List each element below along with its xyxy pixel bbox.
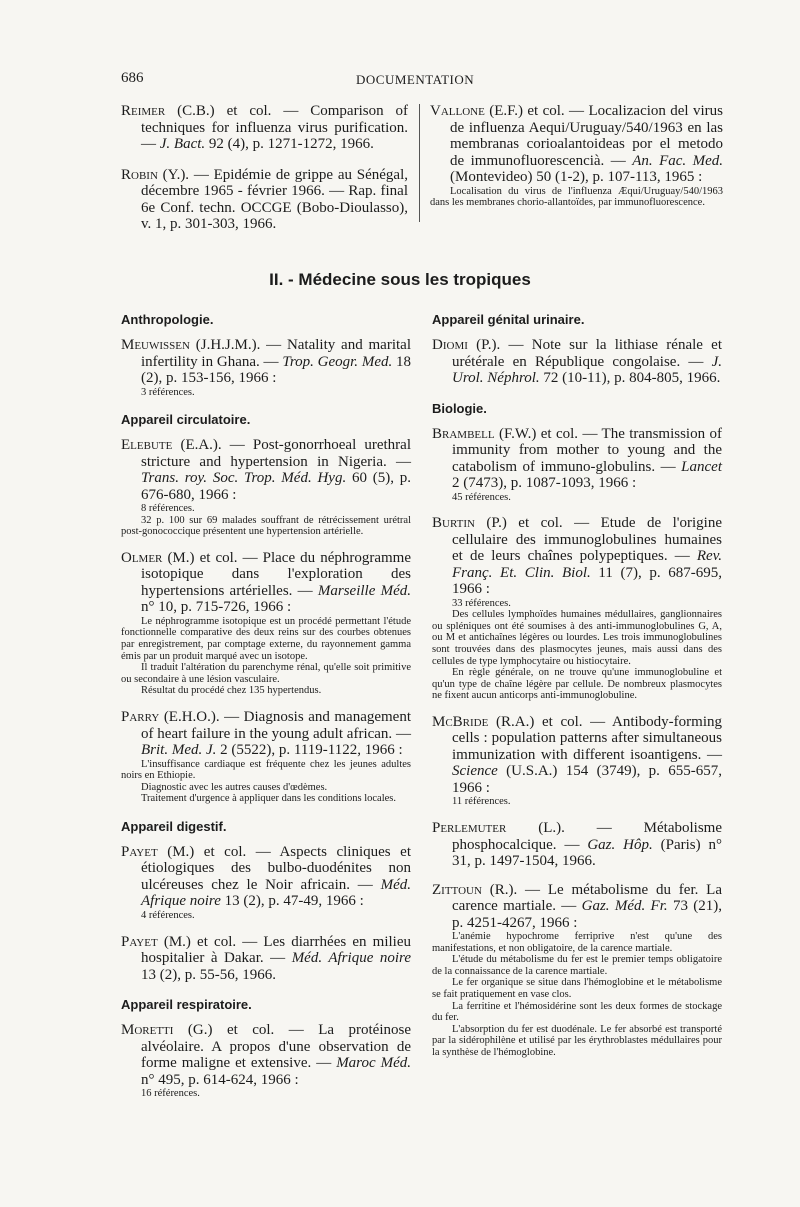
citation — [121, 337, 411, 387]
citation-text: (Y.). — Epidémie de grippe au Sénégal, décembre 1965 - février 1966. — Rap. final 6e Conf. techn. OCCGE (Bobo-Dioulasso), v. 1, p. 301-303, 1966. — [141, 166, 408, 232]
citation-details: (U.S.A.) 154 (3749), p. 655-657, 1966 : — [452, 763, 722, 796]
subject-heading: Anthropologie. — [121, 312, 214, 327]
subject-heading: Biologie. — [432, 400, 487, 416]
author-name: Elebute — [121, 437, 173, 454]
abstract-note: Traitement d'urgence à appliquer dans les conditions locales. — [141, 793, 396, 805]
journal-title: J. Urol. Néphrol. — [452, 353, 722, 386]
citation — [432, 515, 722, 598]
citation-details: (Montevideo) 50 (1-2), p. 107-113, 1965 : — [450, 169, 703, 185]
abstract-note: L'étude du métabolisme du fer est le premier temps obligatoire de la connaissance de la carence martiale. — [432, 954, 722, 977]
citation-text: (M.) et col. — Les diarrhées en milieu hospitalier à Dakar. — — [141, 933, 411, 966]
bibliography-entry — [121, 167, 408, 233]
section-title: II. - Médecine sous les tropiques — [269, 270, 531, 289]
journal-title: Gaz. Méd. Fr. — [581, 898, 668, 915]
abstract-note: Résultat du procédé chez 135 hypertendus. — [141, 685, 322, 697]
journal-title: Maroc Méd. — [336, 1055, 411, 1071]
citation-details: 13 (2), p. 47-49, 1966 : — [220, 893, 364, 910]
bibliography-entry — [432, 426, 722, 504]
author-name: Reimer — [121, 103, 166, 119]
bibliography-entry — [121, 1022, 411, 1100]
bibliography-entry — [121, 103, 408, 153]
abstract-note: 32 p. 100 sur 69 malades souffrant de rétrécissement urétral post-gonococcique présentent une hypertension artérielle. — [121, 514, 411, 538]
citation-details: n° 495, p. 614-624, 1966 : — [141, 1071, 299, 1088]
citation — [432, 337, 722, 387]
citation-details: 60 (5), p. 676-680, 1966 : — [141, 470, 411, 503]
author-name: Vallone — [430, 103, 485, 119]
journal-title: J. Bact. — [159, 136, 206, 152]
author-name: Diomi — [432, 337, 468, 353]
citation-text: (E.H.O.). — Diagnosis and management of heart failure in the young adult african. — — [141, 709, 411, 742]
journal-title: Brit. Med. J. — [141, 742, 217, 759]
journal-title: Marseille Méd. — [317, 582, 412, 599]
abstract-note: En règle générale, on ne trouve qu'une immunoglobuline et qu'un type de chaîne légère par cellule. De nombreux plasmocytes ne fixent aucun anticorps anti-immunoglobuline. — [432, 667, 722, 702]
abstract-note: 45 références. — [452, 491, 511, 503]
citation-details: 2 (5522), p. 1119-1122, 1966 : — [216, 742, 403, 759]
citation — [432, 714, 722, 797]
citation — [121, 167, 408, 233]
subject-heading: Appareil génital urinaire. — [432, 312, 585, 327]
author-name: Payet — [121, 843, 158, 860]
citation — [432, 820, 722, 870]
citation-text: (P.). — Note sur la lithiase rénale et urétérale en République congolaise. — — [452, 337, 722, 370]
citation — [121, 709, 411, 759]
abstract-note: Le néphrogramme isotopique est un procédé permettant l'étude fonctionnelle comparative des deux reins sur des courbes obtenues par enregistrement, par comptage externe, du rayonnement gamma émis par un produit marqué avec un isotope. — [121, 615, 411, 662]
author-name: Meuwissen — [121, 337, 190, 353]
journal-title: Méd. Afrique noire — [291, 950, 411, 966]
citation — [121, 934, 411, 984]
citation-details: n° 10, p. 715-726, 1966 : — [141, 599, 292, 616]
citation — [432, 426, 722, 492]
abstract-note: La ferritine et l'hémosidérine sont les deux formes de stockage du fer. — [432, 1000, 722, 1024]
page-number: 686 — [121, 70, 144, 86]
abstract-note: L'insuffisance cardiaque est fréquente chez les jeunes adultes noirs en Ethiopie. — [121, 758, 411, 782]
subject-heading: Appareil circulatoire. — [121, 412, 251, 428]
citation-details: 13 (2), p. 55-56, 1966. — [141, 966, 276, 983]
citation-text: (R.). — Le métabolisme du fer. La carence martiale. — — [452, 881, 722, 915]
column-divider — [419, 104, 420, 222]
abstract-note: 8 références. — [141, 503, 195, 515]
author-name: Burtin — [432, 515, 475, 532]
citation-text: (R.A.) et col. — Antibody-forming cells : population patterns after simultaneous immunization with different isoantigens. — — [452, 713, 722, 763]
abstract-note: 4 références. — [141, 909, 195, 921]
citation-text: (E.F.) et col. — Localizacion del virus de influenza Aequi/Uruguay/540/1963 en las membranas corioalantoideas por el metodo de immunofluorescencià. — — [450, 103, 723, 169]
bibliography-entry — [430, 103, 723, 209]
bibliography-entry — [432, 820, 722, 870]
journal-title: An. Fac. Med. — [632, 152, 723, 169]
citation — [121, 1022, 411, 1088]
journal-title: Trans. roy. Soc. Trop. Méd. Hyg. — [141, 470, 347, 487]
citation-details: 73 (21), p. 4251-4267, 1966 : — [452, 898, 722, 931]
abstract-note: L'anémie hypochrome ferriprive n'est qu'une des manifestations, et non obligatoire, de la carence martiale. — [432, 931, 722, 954]
bibliography-entry — [121, 709, 411, 805]
citation-details: 11 (7), p. 687-695, 1966 : — [452, 564, 722, 598]
citation-text: (P.) et col. — Etude de l'origine cellulaire des immunoglobulines humaines et de leurs chaînes polypeptiques. — — [452, 515, 722, 565]
journal-title: Gaz. Hôp. — [587, 836, 653, 853]
abstract-note: 11 références. — [452, 796, 511, 808]
bibliography-entry — [432, 714, 722, 808]
citation — [432, 882, 722, 932]
top-left-column — [121, 103, 408, 247]
abstract-note: Des cellules lymphoïdes humaines médullaires, ganglionnaires ou spléniques ont été soumises à des anti-immunoglobulines G, A, ou M et antichaînes légères ou lourdes. Les trois immunoglobulines sont trouvées dans des plasmocytes jeunes, mais aussi dans des cellules de type lymphocytaire ou histiocytaire. — [432, 609, 722, 667]
top-right-column — [430, 103, 723, 223]
citation-details: 72 (10-11), p. 804-805, 1966. — [539, 370, 721, 386]
bibliography-entry — [121, 934, 411, 984]
subject-heading: Appareil digestif. — [121, 818, 227, 834]
journal-title: Lancet — [681, 458, 722, 475]
author-name: Perlemuter — [432, 820, 507, 837]
author-name: Brambell — [432, 425, 495, 442]
bibliography-entry — [432, 515, 722, 702]
author-name: Robin — [121, 166, 158, 183]
bibliography-entry — [432, 882, 722, 1059]
citation-text: (F.W.) et col. — The transmission of immunity from mother to young and the catabolism of immuno-globulins. — — [452, 425, 722, 475]
journal-title: Rev. Franç. Et. Clin. Biol. — [452, 548, 722, 581]
author-name: McBride — [432, 713, 489, 730]
citation-text: (C.B.) et col. — Comparison of techniques for influenza virus purification. — — [141, 103, 408, 152]
author-name: Moretti — [121, 1022, 174, 1038]
author-name: Zittoun — [432, 881, 482, 898]
citation — [430, 103, 723, 186]
journal-title: Méd. Afrique noire — [141, 876, 411, 910]
citation-details: 2 (7473), p. 1087-1093, 1966 : — [452, 475, 637, 491]
journal-title: Trop. Geogr. Med. — [282, 353, 393, 370]
bibliography-entry — [121, 550, 411, 697]
citation-details: (Paris) n° 31, p. 1497-1504, 1966. — [452, 836, 722, 870]
abstract-note: L'absorption du fer est duodénale. Le fer absorbé est transporté par la sidérophilène et utilisé par les érythroblastes médullaires pour la synthèse de l'hémoglobine. — [432, 1023, 722, 1058]
citation-text: (J.H.J.M.). — Natality and marital infertility in Ghana. — — [141, 337, 411, 370]
journal-title: Science — [452, 763, 498, 780]
author-name: Payet — [121, 933, 158, 950]
citation-text: (L.). — Métabolisme phosphocalcique. — — [452, 820, 722, 853]
bibliography-entry — [121, 337, 411, 398]
right-column — [432, 312, 722, 1071]
abstract-note: 16 références. — [141, 1088, 200, 1099]
citation — [121, 103, 408, 153]
abstract-note: 33 références. — [452, 597, 511, 609]
citation-text: (G.) et col. — La protéinose alvéolaire. A propos d'une observation de forme maligne et extensive. — — [141, 1022, 411, 1071]
abstract-note: 3 références. — [141, 386, 195, 398]
author-name: Olmer — [121, 549, 163, 566]
bibliography-entry — [121, 437, 411, 538]
citation-text: (M.) et col. — Aspects cliniques et étiologiques des bulbo-duodénites non ulcéreuses chez le Noir africain. — — [141, 843, 411, 893]
abstract-note: Localisation du virus de l'influenza Æqui/Uruguay/540/1963 dans les membranes chorio-allantoïdes, par immunofluorescence. — [430, 185, 723, 209]
citation — [121, 550, 411, 616]
subject-heading: Appareil respiratoire. — [121, 997, 252, 1012]
citation — [121, 844, 411, 910]
author-name: Parry — [121, 709, 160, 726]
bibliography-entry — [121, 844, 411, 922]
citation-text: (M.) et col. — Place du néphrogramme isotopique dans l'exploration des hypertensions artérielles. — — [141, 549, 411, 599]
abstract-note: Il traduit l'altération du parenchyme rénal, qu'elle soit primitive ou secondaire à une lésion vasculaire. — [121, 662, 411, 685]
citation-text: (E.A.). — Post-gonorrhoeal urethral stricture and hypertension in Nigeria. — — [141, 437, 411, 470]
citation-details: 92 (4), p. 1271-1272, 1966. — [205, 136, 374, 152]
citation-details: 18 (2), p. 153-156, 1966 : — [141, 353, 412, 386]
citation — [121, 437, 411, 503]
abstract-note: Le fer organique se situe dans l'hémoglobine et le métabolisme se fait pratiquement en vase clos. — [432, 977, 722, 1000]
bibliography-entry — [432, 337, 722, 387]
running-head: DOCUMENTATION — [356, 72, 475, 87]
left-column — [121, 312, 411, 1112]
abstract-note: Diagnostic avec les autres causes d'œdèmes. — [141, 781, 328, 793]
